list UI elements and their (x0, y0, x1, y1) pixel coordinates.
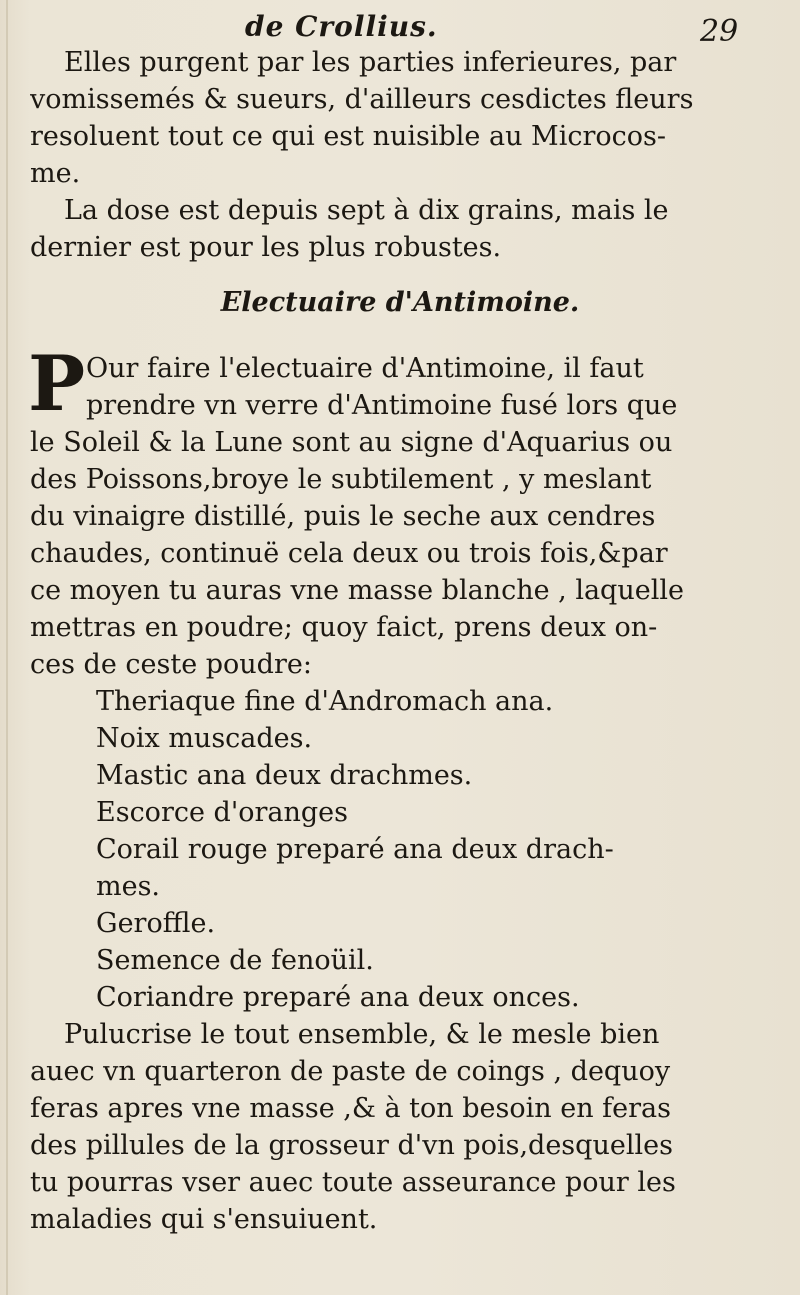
text-line: le Soleil & la Lune sont au signe d'Aquarius ou (30, 427, 673, 458)
recipe-line: mes. (96, 871, 161, 902)
text-line: ce moyen tu auras vne masse blanche , laquelle (30, 575, 684, 606)
text-line: La dose est depuis sept à dix grains, mais le (64, 195, 669, 226)
text-line: feras apres vne masse ,& à ton besoin en feras (30, 1093, 672, 1124)
text-line: mettras en poudre; quoy faict, prens deux on- (30, 612, 658, 643)
recipe-line: Theriaque fine d'Andromach ana. (96, 686, 554, 717)
text-line: des pillules de la grosseur d'vn pois,desquelles (30, 1130, 673, 1161)
text-line: Our faire l'electuaire d'Antimoine, il faut (86, 353, 644, 384)
text-line: dernier est pour les plus robustes. (30, 232, 502, 263)
text-line: resoluent tout ce qui est nuisible au Microcos- (30, 121, 666, 152)
page-number: 29 (700, 14, 739, 49)
recipe-line: Noix muscades. (96, 723, 313, 754)
text-line: prendre vn verre d'Antimoine fusé lors que (86, 390, 678, 421)
recipe-line: Coriandre preparé ana deux onces. (96, 982, 580, 1013)
text-line: tu pourras vser auec toute asseurance pour les (30, 1167, 676, 1198)
text-line: chaudes, continuë cela deux ou trois fois,&par (30, 538, 668, 569)
recipe-line: Mastic ana deux drachmes. (96, 760, 473, 791)
text-line: des Poissons,broye le subtilement , y meslant (30, 464, 652, 495)
text-line: ces de ceste poudre: (30, 649, 312, 680)
text-line: Elles purgent par les parties inferieures, par (64, 47, 677, 78)
text-line: auec vn quarteron de paste de coings , dequoy (30, 1056, 671, 1087)
recipe-line: Geroffle. (96, 908, 216, 939)
text-line: vomissemés & sueurs, d'ailleurs cesdictes fleurs (30, 84, 694, 115)
recipe-line: Corail rouge preparé ana deux drach- (96, 834, 614, 865)
text-line: Pulucrise le tout ensemble, & le mesle bien (64, 1019, 660, 1050)
running-title: de Crollius. (245, 10, 438, 43)
drop-cap: P (28, 339, 86, 428)
recipe-line: Escorce d'oranges (96, 797, 349, 828)
binding-edge (6, 0, 8, 1295)
text-line: du vinaigre distillé, puis le seche aux cendres (30, 501, 656, 532)
page-header (0, 8, 800, 48)
text-line: maladies qui s'ensuiuent. (30, 1204, 378, 1235)
text-line: me. (30, 158, 81, 189)
recipe-line: Semence de fenoüil. (96, 945, 374, 976)
section-title: Electuaire d'Antimoine. (220, 287, 580, 318)
